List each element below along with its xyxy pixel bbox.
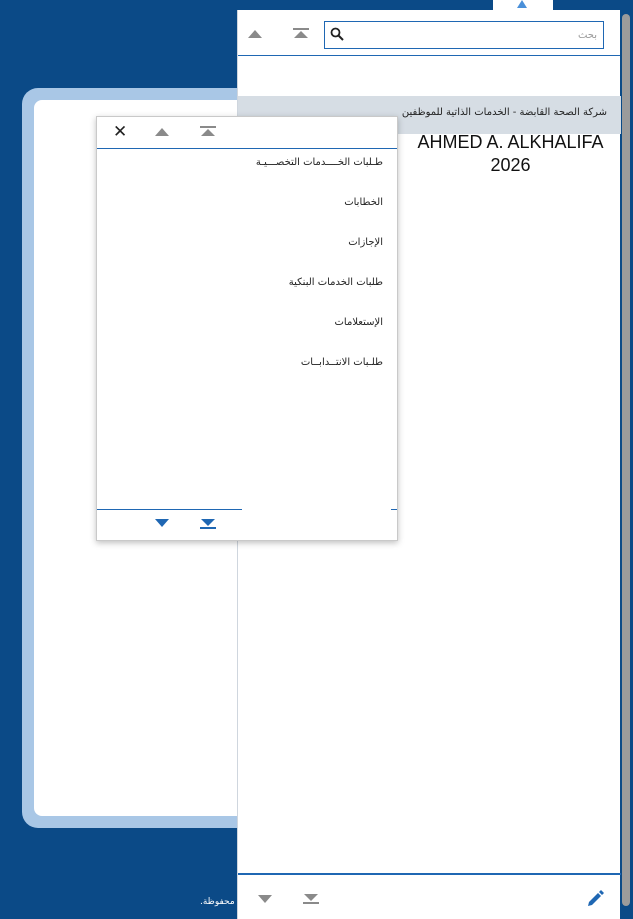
menu-scroll-up-icon[interactable] [155,128,169,136]
menu-item-delegations[interactable]: طلـبات الانتــدابــات [300,357,383,368]
menu-item-inquiries[interactable]: الإستعلامات [334,317,383,328]
menu-item-specialized-services[interactable]: طـلبات الخــــدمات التخصـــيـة [255,157,383,168]
scroll-to-bottom-icon[interactable] [303,894,319,904]
panel-toolbar [238,10,620,56]
search-box [324,21,604,49]
close-icon[interactable]: ✕ [113,122,128,142]
user-name: AHMED A. ALKHALIFA [417,132,604,152]
logo-mark-icon [517,0,527,8]
menu-footer-divider-end [391,509,397,510]
user-year: 2026 [490,155,531,175]
edit-pencil-icon[interactable] [586,887,606,907]
menu-scroll-down-icon[interactable] [155,519,169,527]
scroll-to-top-icon[interactable] [293,28,309,38]
scroll-down-icon[interactable] [258,895,272,903]
search-icon[interactable] [330,27,344,43]
app-logo [493,0,553,10]
menu-item-letters[interactable]: الخطابات [344,197,383,208]
menu-item-leaves[interactable]: الإجازات [348,237,383,248]
search-input[interactable] [347,25,597,45]
company-label: شركة الصحة القابضة - الخدمات الذاتية للموظفين [238,96,621,134]
services-menu [96,116,398,541]
scroll-up-icon[interactable] [248,30,262,38]
menu-scroll-to-top-icon[interactable] [200,126,216,136]
panel-footer-divider [238,873,621,875]
menu-item-bank-services[interactable]: طلبات الخدمات البنكية [288,277,383,288]
menu-header [97,117,397,149]
copyright-footer: محفوظة. [200,897,235,907]
menu-list [256,157,383,397]
menu-scroll-to-bottom-icon[interactable] [200,519,216,531]
menu-footer-divider [97,509,242,510]
scrollbar[interactable] [622,14,630,906]
